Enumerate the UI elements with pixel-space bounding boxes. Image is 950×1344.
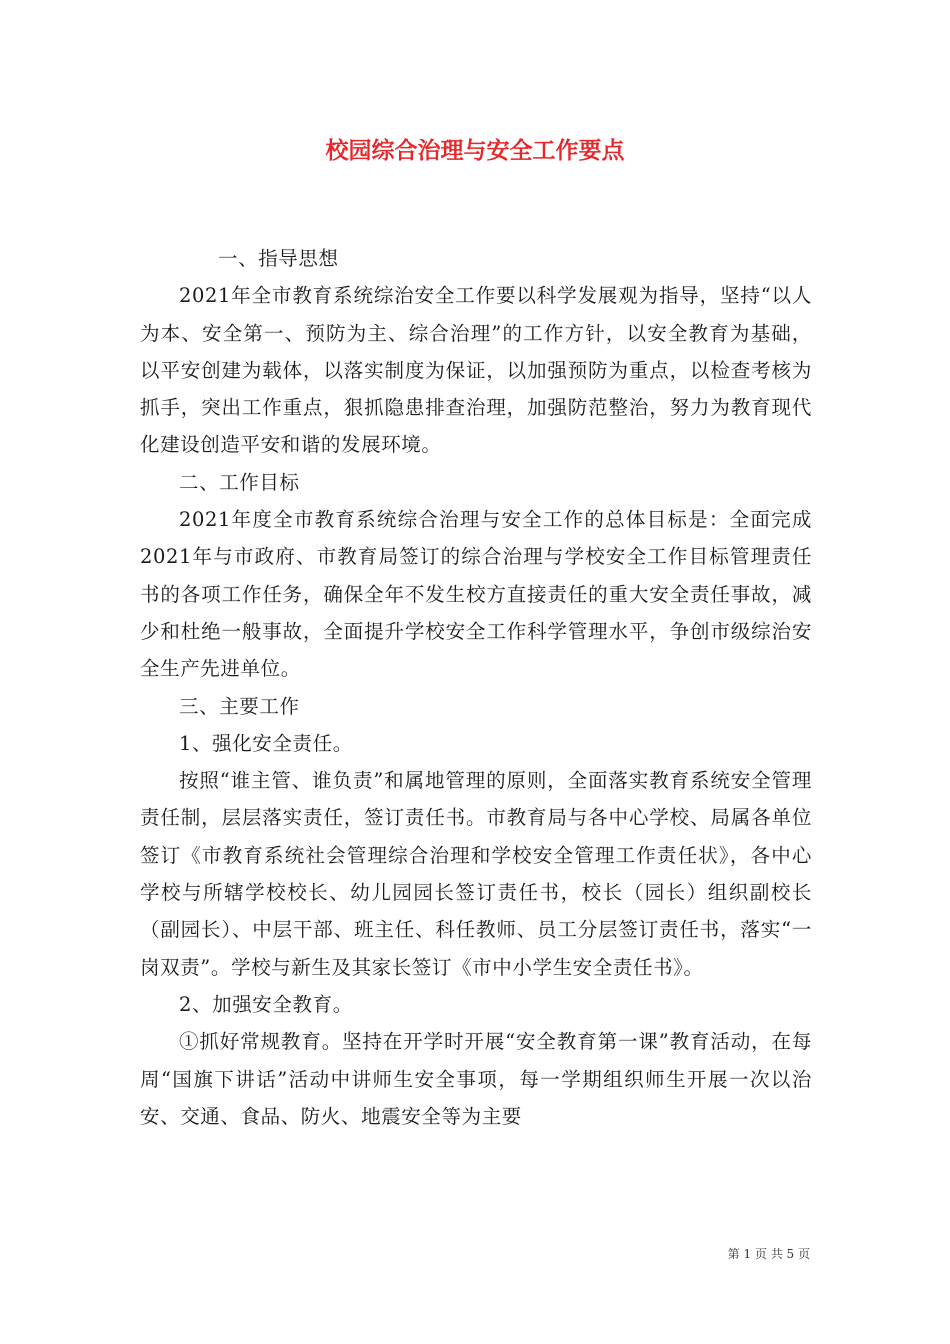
paragraph-routine-education: ①抓好常规教育。坚持在开学时开展“安全教育第一课”教育活动，在每周“国旗下讲话”活动中讲师生安全事项，每一学期组织师生开展一次以治安、交通、食品、防火、地震安全等为主要	[140, 1030, 812, 1128]
page-number: 第 1 页 共 5 页	[727, 1247, 810, 1261]
paragraph-guiding-thought: 2021年全市教育系统综治安全工作要以科学发展观为指导，坚持“以人为本、安全第一、预防为主、综合治理”的工作方针，以安全教育为基础，以平安创建为载体，以落实制度为保证，以加强预防为重点，以检查考核为抓手，突出工作重点，狠抓隐患排查治理，加强防范整治，努力为教育现代化建设创造平安和谐的发展环境。	[140, 284, 812, 457]
paragraph-safety-responsibility: 按照“谁主管、谁负责”和属地管理的原则，全面落实教育系统安全管理责任制，层层落实责任，签订责任书。市教育局与各中心学校、局属各单位签订《市教育系统社会管理综合治理和学校安全管理工作责任状》，各中心学校与所辖学校校长、幼儿园园长签订责任书，校长（园长）组织副校长（副园长）、中层干部、班主任、科任教师、员工分层签订责任书，落实“一岗双责”。学校与新生及其家长签订《市中小学生安全责任书》。	[140, 769, 812, 979]
section-heading-main-work: 三、主要工作	[179, 694, 300, 718]
paragraph-work-goals: 2021年度全市教育系统综合治理与安全工作的总体目标是：全面完成2021年与市政府、市教育局签订的综合治理与学校安全工作目标管理责任书的各项工作任务，确保全年不发生校方直接责任的重大安全责任事故，减少和杜绝一般事故，全面提升学校安全工作科学管理水平，争创市级综治安全生产先进单位。	[140, 508, 812, 681]
section-heading-work-goals: 二、工作目标	[179, 470, 300, 494]
section-heading-guiding-thought: 一、指导思想	[218, 247, 339, 270]
subheading-safety-responsibility: 1、强化安全责任。	[179, 731, 353, 755]
page-title: 校园综合治理与安全工作要点	[325, 137, 625, 164]
document-body	[140, 240, 812, 1135]
subheading-safety-education: 2、加强安全教育。	[179, 992, 353, 1016]
